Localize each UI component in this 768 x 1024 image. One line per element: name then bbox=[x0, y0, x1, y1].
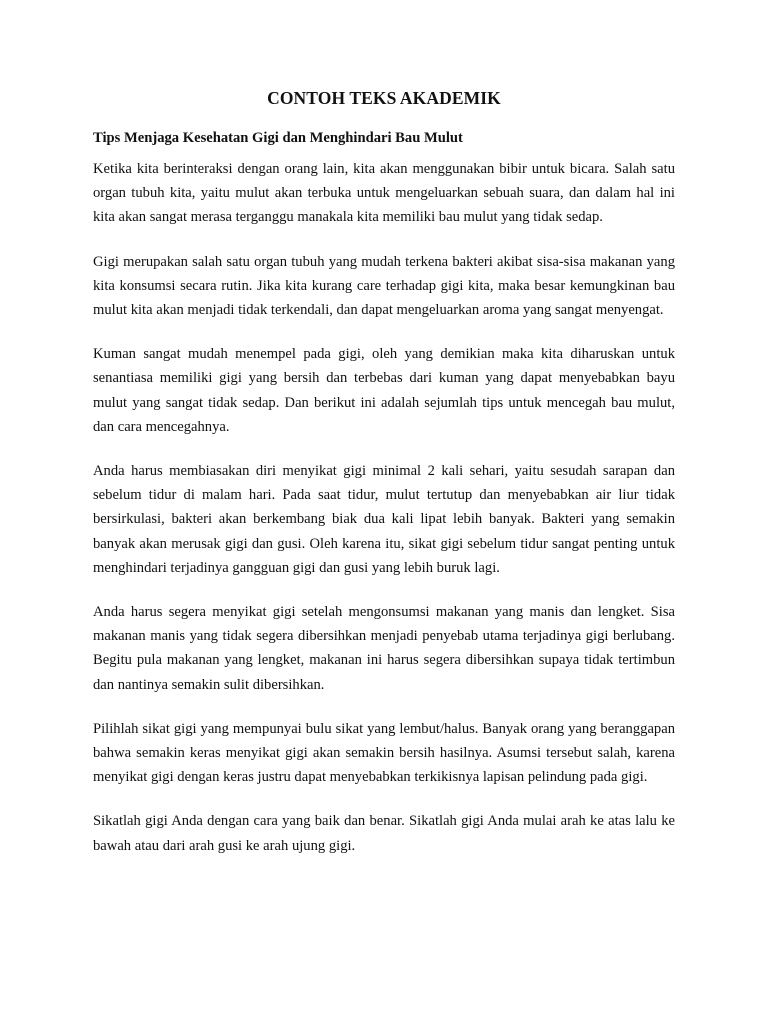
document-subtitle: Tips Menjaga Kesehatan Gigi dan Menghindari Bau Mulut bbox=[93, 130, 463, 146]
paragraph: Anda harus segera menyikat gigi setelah mengonsumsi makanan yang manis dan lengket. Sisa makanan manis yang tidak segera dibersihkan menjadi penyebab utama terjadinya gigi berlubang. Begitu pula makanan yang lengket, makanan ini harus segera dibersihkan supaya tidak tertimbun dan nantinya semakin sulit dibersihkan. bbox=[93, 604, 675, 693]
document-title: CONTOH TEKS AKADEMIK bbox=[267, 88, 501, 108]
paragraph: Sikatlah gigi Anda dengan cara yang baik dan benar. Sikatlah gigi Anda mulai arah ke atas lalu ke bawah atau dari arah gusi ke arah ujung gigi. bbox=[93, 813, 675, 854]
paragraph: Ketika kita berinteraksi dengan orang lain, kita akan menggunakan bibir untuk bicara. Salah satu organ tubuh kita, yaitu mulut akan terbuka untuk mengeluarkan sebuah suara, dan dalam hal ini kita akan sangat merasa terganggu manakala kita memiliki bau mulut yang tidak sedap. bbox=[93, 161, 675, 226]
paragraph: Anda harus membiasakan diri menyikat gigi minimal 2 kali sehari, yaitu sesudah sarapan dan sebelum tidur di malam hari. Pada saat tidur, mulut tertutup dan menyebabkan air liur tidak bersirkulasi, bakteri akan berkembang biak dua kali lipat lebih banyak. Bakteri yang semakin banyak akan merusak gigi dan gusi. Oleh karena itu, sikat gigi sebelum tidur sangat penting untuk menghindari terjadinya gangguan gigi dan gusi yang lebih buruk lagi. bbox=[93, 463, 675, 576]
paragraph: Gigi merupakan salah satu organ tubuh yang mudah terkena bakteri akibat sisa-sisa makanan yang kita konsumsi secara rutin. Jika kita kurang care terhadap gigi kita, maka besar kemungkinan bau mulut kita akan menjadi tidak terkendali, dan dapat mengeluarkan aroma yang sangat menyengat. bbox=[93, 253, 675, 319]
paragraph: Pilihlah sikat gigi yang mempunyai bulu sikat yang lembut/halus. Banyak orang yang beranggapan bahwa semakin keras menyikat gigi akan semakin bersih hasilnya. Asumsi tersebut salah, karena menyikat gigi dengan keras justru dapat menyebabkan terkikisnya lapisan pelindung pada gigi. bbox=[93, 720, 675, 786]
paragraph: Kuman sangat mudah menempel pada gigi, oleh yang demikian maka kita diharuskan untuk senantiasa memiliki gigi yang bersih dan terbebas dari kuman yang dapat menyebabkan bayu mulut yang sangat tidak sedap. Dan berikut ini adalah sejumlah tips untuk mencegah bau mulut, dan cara mencegahnya. bbox=[93, 346, 675, 435]
document-body bbox=[93, 157, 675, 858]
document-page bbox=[93, 84, 675, 858]
